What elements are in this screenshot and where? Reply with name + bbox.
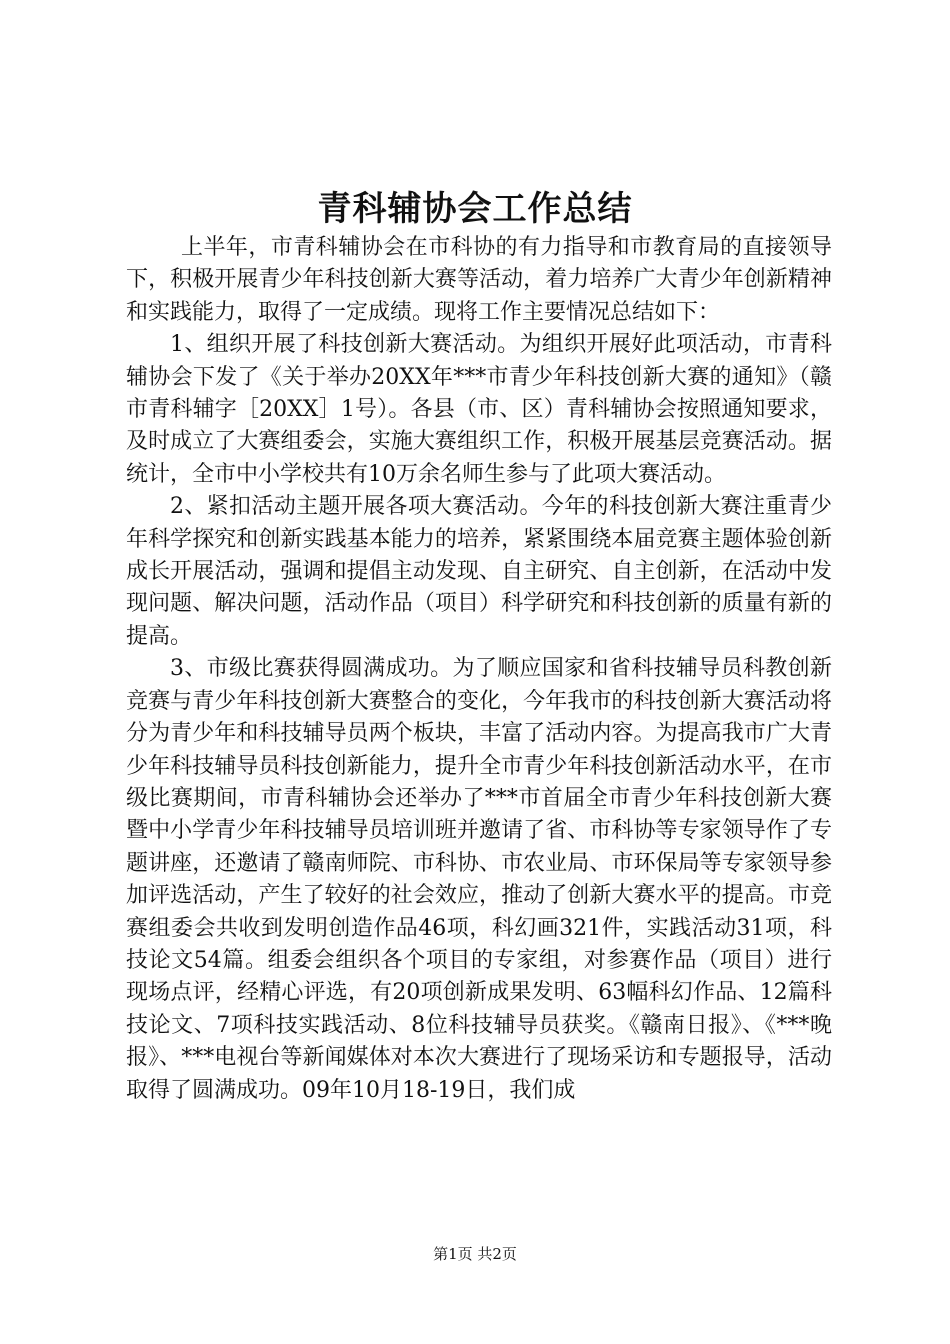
paragraph-intro: 上半年，市青科辅协会在市科协的有力指导和市教育局的直接领导下，积极开展青少年科技创新大赛等活动，着力培养广大青少年创新精神和实践能力，取得了一定成绩。现将工作主要情况总结如下：: [126, 235, 832, 325]
document-body: [126, 232, 832, 1107]
page-number-footer: 第1页 共2页: [433, 1245, 517, 1263]
paragraph-item-2: 2、紧扣活动主题开展各项大赛活动。今年的科技创新大赛注重青少年科学探究和创新实践基本能力的培养，紧紧围绕本届竞赛主题体验创新成长开展活动，强调和提倡主动发现、自主研究、自主创新，在活动中发现问题、解决问题，活动作品（项目）科学研究和科技创新的质量有新的提高。: [126, 494, 832, 649]
paragraph-item-3: 3、市级比赛获得圆满成功。为了顺应国家和省科技辅导员科教创新竞赛与青少年科技创新大赛整合的变化，今年我市的科技创新大赛活动将分为青少年和科技辅导员两个板块，丰富了活动内容。为提高我市广大青少年科技辅导员科技创新能力，提升全市青少年科技创新活动水平，在市级比赛期间，市青科辅协会还举办了***市首届全市青少年科技创新大赛暨中小学青少年科技辅导员培训班并邀请了省、市科协等专家领导作了专题讲座，还邀请了赣南师院、市科协、市农业局、市环保局等专家领导参加评选活动，产生了较好的社会效应，推动了创新大赛水平的提高。市竞赛组委会共收到发明创造作品46项，科幻画321件，实践活动31项，科技论文54篇。组委会组织各个项目的专家组，对参赛作品（项目）进行现场点评，经精心评选，有20项创新成果发明、63幅科幻作品、12篇科技论文、7项科技实践活动、8位科技辅导员获奖。《赣南日报》、《***晚报》、***电视台等新闻媒体对本次大赛进行了现场采访和专题报导，活动取得了圆满成功。09年10月18-19日，我们成: [126, 656, 832, 1103]
document-title: 青科辅协会工作总结: [317, 189, 633, 229]
paragraph-item-1: 1、组织开展了科技创新大赛活动。为组织开展好此项活动，市青科辅协会下发了《关于举办20XX年***市青少年科技创新大赛的通知》（赣市青科辅字［20XX］1号）。各县（市、区）青科辅协会按照通知要求，及时成立了大赛组委会，实施大赛组织工作，积极开展基层竞赛活动。据统计，全市中小学校共有10万余名师生参与了此项大赛活动。: [126, 332, 832, 487]
